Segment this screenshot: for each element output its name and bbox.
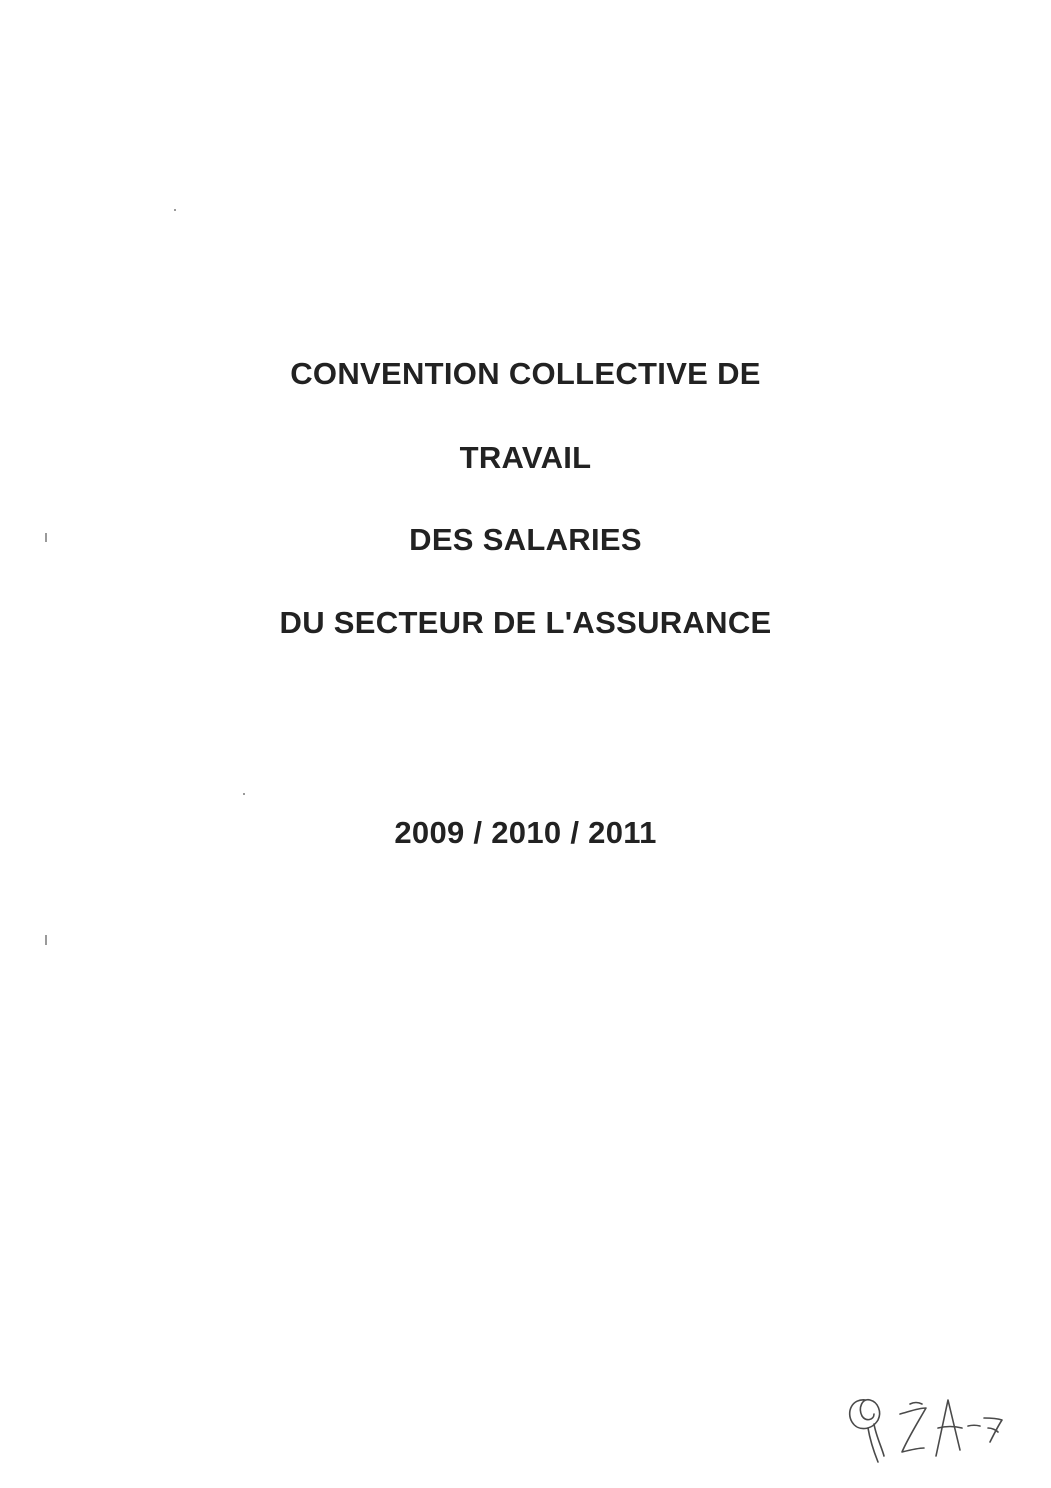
title-line-1: CONVENTION COLLECTIVE DE	[290, 356, 761, 391]
title-line-2: TRAVAIL	[459, 440, 592, 475]
title-line-4: DU SECTEUR DE L'ASSURANCE	[279, 605, 772, 640]
years-label: 2009 / 2010 / 2011	[394, 815, 657, 850]
scan-speck	[45, 533, 47, 542]
title-line-3: DES SALARIES	[409, 522, 642, 557]
scan-speck	[45, 935, 47, 945]
scan-speck	[174, 209, 176, 211]
handwritten-signature	[838, 1378, 1008, 1468]
scan-speck	[243, 793, 245, 795]
